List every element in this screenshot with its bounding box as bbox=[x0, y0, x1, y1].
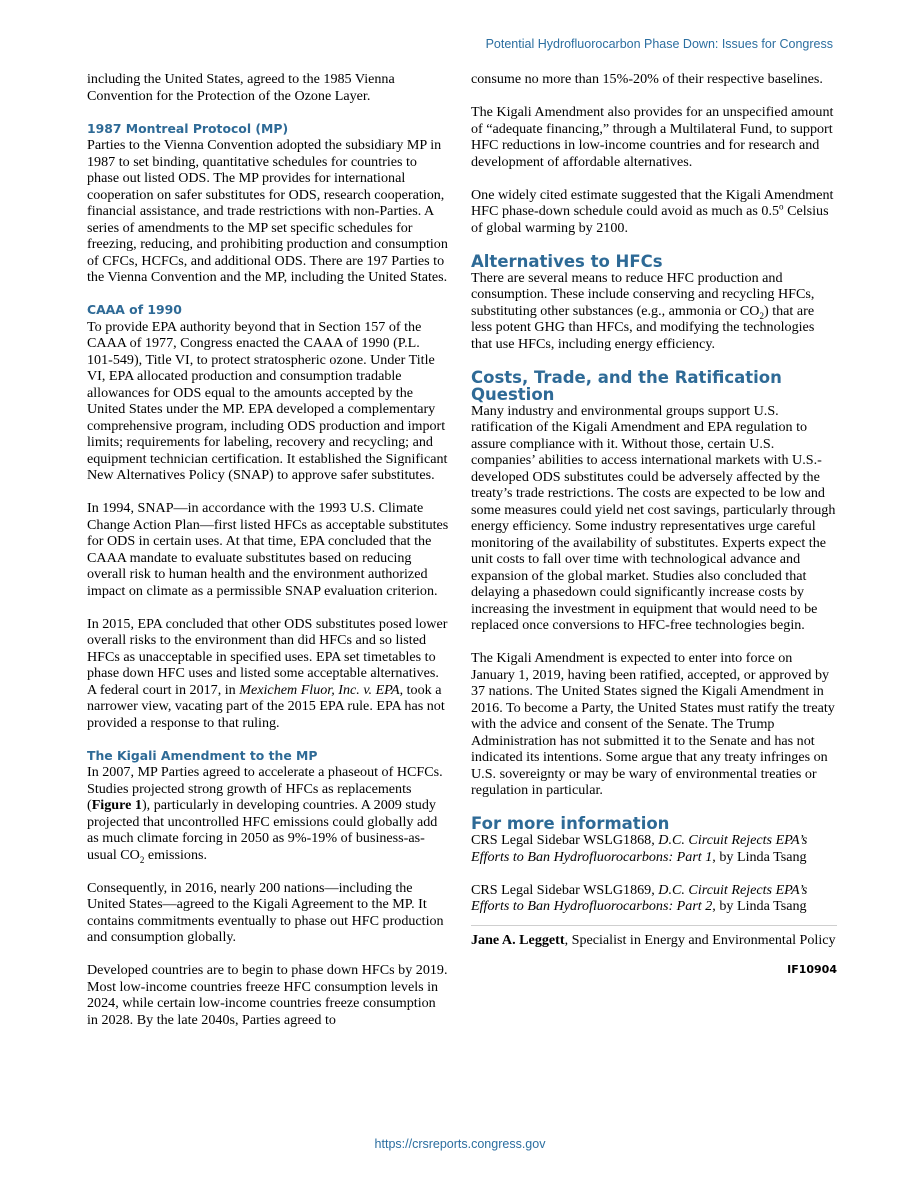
intro-continuation: including the United States, agreed to the 1985 Vienna Convention for the Protection of the Ozone Layer. bbox=[87, 71, 395, 104]
page-header-title: Potential Hydrofluorocarbon Phase Down: Issues for Congress bbox=[485, 37, 833, 51]
caaa-heading: CAAA of 1990 bbox=[87, 302, 182, 317]
footer-url-link[interactable]: https://crsreports.congress.gov bbox=[374, 1137, 546, 1151]
court-case-name: Mexichem Fluor, Inc. v. EPA bbox=[239, 681, 400, 698]
left-column bbox=[87, 71, 449, 1028]
consequently-paragraph: Consequently, in 2016, nearly 200 nations—including the United States—agreed to the Kigali Agreement to the MP. It contains commitments eventually to phase out HFC production and consumption globally. bbox=[87, 879, 444, 945]
more-information-heading: For more information bbox=[471, 814, 670, 833]
entry-into-force-paragraph: The Kigali Amendment is expected to enter into force on January 1, 2019, having been ratified, accepted, or approved by 37 nations. The United States signed the Kigali Amendment in 2016. To become a Party, the United States must ratify the treaty with the advice and consent of the Senate. The Trump Administration has not submitted it to the Senate and has not indicated its intentions. Some argue that any treaty infringes on U.S. sovereignty or may be wary of environmental treaties or regulation in particular. bbox=[471, 650, 835, 798]
author-name: Jane A. Leggett bbox=[471, 931, 565, 948]
right-column bbox=[471, 71, 837, 979]
developed-countries-paragraph: Developed countries are to begin to phase down HFCs by 2019. Most low-income countries freeze HFC consumption levels in 2024, while certain low-income countries freeze consumption in 2028. By the late 2040s, Parties agreed to bbox=[87, 962, 448, 1028]
financing-paragraph: The Kigali Amendment also provides for an unspecified amount of “adequate financing,” through a Multilateral Fund, to support HFC reductions in low-income countries and for research and development of affordable alternatives. bbox=[471, 104, 834, 170]
kigali-amendment-heading: The Kigali Amendment to the MP bbox=[87, 747, 318, 763]
author-line: Jane A. Leggett, Specialist in Energy and Environmental Policy bbox=[471, 931, 836, 948]
epa-2015-paragraph: In 2015, EPA concluded that other ODS substitutes posed lower overall risks to the environment than did HFCs and so listed HFCs as unacceptable in specified uses. EPA set timetables to phase down HFC uses and listed some acceptable alternatives. A federal court in 2017, in Mexichem Fluor, Inc. v. EPA, took a narrower view, vacating part of the 2015 EPA rule. EPA has not provided a response to that ruling. bbox=[87, 615, 448, 731]
caaa-paragraph: To provide EPA authority beyond that in Section 157 of the CAAA of 1977, Congress enacted the CAAA of 1990 (P.L. 101-549), Title VI, to protect stratospheric ozone. Under Title VI, EPA allocated production and consumption tradable allowances for ODS equal to the amounts accepted by the United States under the MP. EPA developed a complementary comprehensive program, including ODS production and import limits; requirements for labeling, recovery and recycling; and equipment technician certification. It established the Significant New Alternatives Policy (SNAP) to approve safer substitutes. bbox=[87, 318, 448, 483]
snap-1994-paragraph: In 1994, SNAP—in accordance with the 1993 U.S. Climate Change Action Plan—first listed HFCs as acceptable substitutes for ODS in certain uses. At that time, EPA concluded that the CAAA mandate to evaluate substitutes based on reducing overall risk to human health and the environment authorized impact on climate as a permissible SNAP evaluation criterion. bbox=[87, 500, 449, 599]
estimate-paragraph: One widely cited estimate suggested that the Kigali Amendment HFC phase-down schedule could avoid as much as 0.5$^o$ Celsius of global warming by 2100. bbox=[471, 186, 834, 236]
montreal-protocol-paragraph: Parties to the Vienna Convention adopted the subsidiary MP in 1987 to set binding, quantitative schedules for countries to phase out listed ODS. The MP provides for international cooperation on safer substitutes for ODS, research cooperation, financial assistance, and trade restrictions with non-Parties. A series of amendments to the MP set specific schedules for freezing, reducing, and prohibiting production and consumption of CFCs, HCFCs, and additional ODS. There are 197 Parties to the Vienna Convention and the MP, including the United States. bbox=[87, 137, 448, 285]
costs-paragraph: Many industry and environmental groups support U.S. ratification of the Kigali Amendment and EPA regulation to assure compliance with it. Without those, certain U.S. companies’ abilities to access international markets with U.S.-developed ODS substitutes could be adversely affected by the treaty’s trade restrictions. The costs are expected to be low and some measures could yield net cost savings, particularly through energy efficiency. Some industry representatives urge careful monitoring of the availability of substitutes. Experts expect the unit costs to fall over time with technological advance and expansion of the global market. Studies also concluded that delaying a phasedown could significantly increase costs by increasing the investment in equipment that would need to be replaced once conversions to HFC-free technologies begin. bbox=[471, 402, 836, 633]
montreal-protocol-heading: 1987 Montreal Protocol (MP) bbox=[87, 120, 289, 136]
reference-1: CRS Legal Sidebar WSLG1868, D.C. Circuit Rejects EPA’s Efforts to Ban Hydrofluorocarbons: Part 1, by Linda Tsang bbox=[471, 832, 808, 865]
author-divider bbox=[471, 925, 837, 926]
reference-2: CRS Legal Sidebar WSLG1869, D.C. Circuit Rejects EPA’s Efforts to Ban Hydrofluorocarbons: Part 2, by Linda Tsang bbox=[471, 881, 808, 914]
alternatives-paragraph: There are several means to reduce HFC production and consumption. These include conserving and recycling HFCs, substituting other substances (e.g., ammonia or $CO_2$) that are less potent GHG than HFCs, and modifying the technologies that use HFCs, including energy efficiency. bbox=[471, 269, 815, 352]
kigali-paragraph: In 2007, MP Parties agreed to accelerate a phaseout of HCFCs. Studies projected strong growth of HFCs as replacements (Figure 1), particularly in developing countries. A 2009 study projected that uncontrolled HFC emissions could globally add as much climate forcing in 2050 as 9%-19% of business-as-usual $CO_2$ emissions. bbox=[87, 764, 443, 865]
costs-trade-heading: Costs, Trade, and the Ratification Question bbox=[471, 367, 782, 404]
baselines-continuation: consume no more than 15%-20% of their respective baselines. bbox=[471, 71, 823, 87]
report-id: IF10904 bbox=[787, 963, 837, 976]
figure-reference: Figure 1 bbox=[91, 797, 142, 813]
alternatives-heading: Alternatives to HFCs bbox=[471, 251, 663, 271]
